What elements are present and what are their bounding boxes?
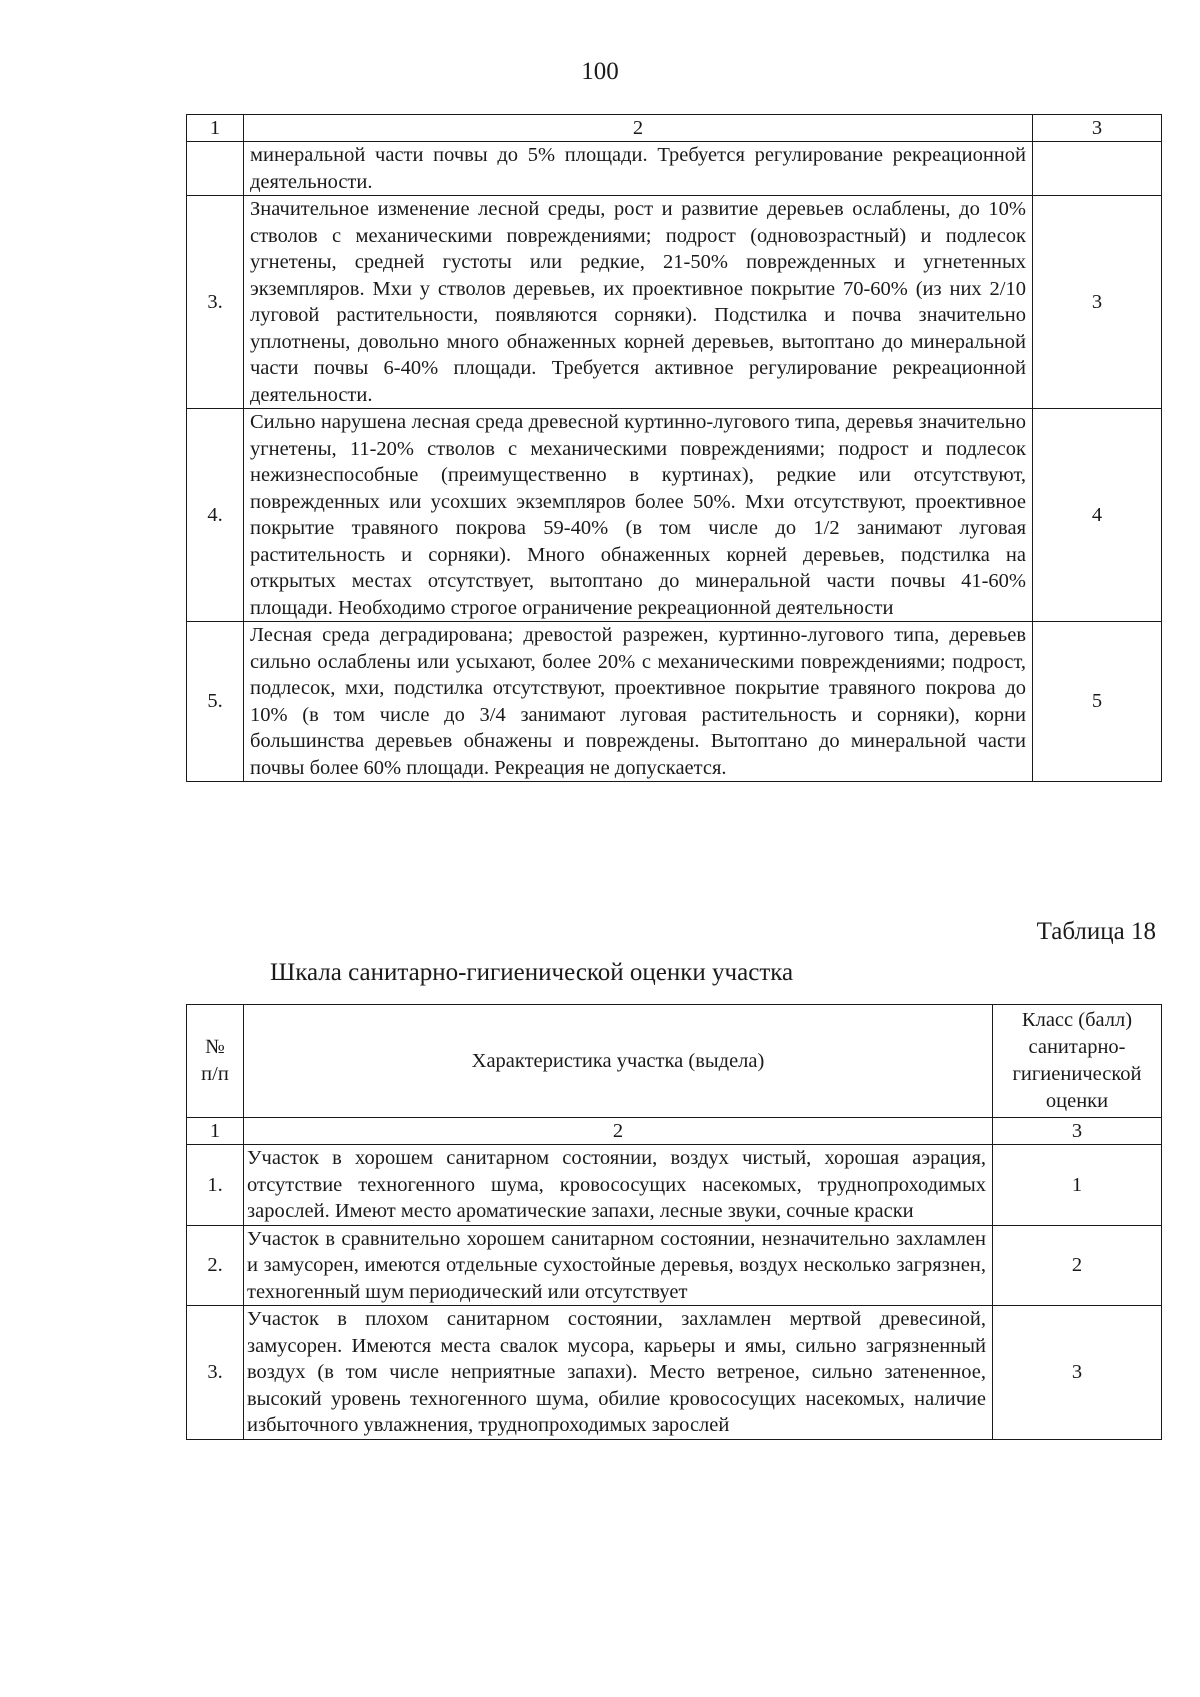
table2-col3-number: 3 xyxy=(993,1118,1162,1145)
table2-row-number: 3. xyxy=(187,1306,244,1440)
table-caption: Таблица 18 xyxy=(1036,918,1156,945)
table1-row-3 xyxy=(187,196,1162,409)
table1-row-score: 4 xyxy=(1033,409,1162,622)
table1-row-number: 3. xyxy=(187,196,244,409)
table2-row-number: 1. xyxy=(187,1145,244,1226)
table1-row-5 xyxy=(187,622,1162,782)
table1-row-score: 5 xyxy=(1033,622,1162,782)
table1-row-number: 4. xyxy=(187,409,244,622)
sanitary-hygienic-scale-table xyxy=(186,1004,1162,1440)
table1-col2-number: 2 xyxy=(244,115,1033,142)
table1-row-score: 3 xyxy=(1033,196,1162,409)
table2-row-description: Участок в сравнительно хорошем санитарном состоянии, незначительно захламлен и замусорен, имеются отдельные сухостойные деревья, воздух несколько загрязнен, техногенный шум периодический или отсутствует xyxy=(244,1225,993,1306)
table-title: Шкала санитарно-гигиенической оценки участка xyxy=(270,959,794,986)
table2-header-row xyxy=(187,1005,1162,1118)
table2-row-description: Участок в хорошем санитарном состоянии, воздух чистый, хорошая аэрация, отсутствие техногенного шума, кровососущих насекомых, труднопроходимых зарослей. Имеют место ароматические запахи, лесные звуки, сочные краски xyxy=(244,1145,993,1226)
table2-row-1 xyxy=(187,1145,1162,1226)
table1-row-description: минеральной части почвы до 5% площади. Требуется регулирование рекреационной деятельности. xyxy=(244,142,1033,196)
table2-row-score: 1 xyxy=(993,1145,1162,1226)
table2-column-number-row xyxy=(187,1118,1162,1145)
column-header-description: Характеристика участка (выдела) xyxy=(244,1005,993,1118)
table2-row-2 xyxy=(187,1225,1162,1306)
table1-row-4 xyxy=(187,409,1162,622)
table1-row-description: Значительное изменение лесной среды, рост и развитие деревьев ослаблены, до 10% стволов с механическими повреждениями; подрост (одновозрастный) и подлесок угнетены, средней густоты или редкие, 21-50% поврежденных и угнетенных экземпляров. Мхи у стволов деревьев, их проективное покрытие 70-60% (из них 2/10 луговой растительности, появляются сорняки). Подстилка и почва значительно уплотнены, довольно много обнаженных корней деревьев, вытоптано до минеральной части почвы 6-40% площади. Требуется активное регулирование рекреационной деятельности. xyxy=(244,196,1033,409)
table2-col1-number: 1 xyxy=(187,1118,244,1145)
table1-col1-number: 1 xyxy=(187,115,244,142)
page-number: 100 xyxy=(581,58,619,85)
table1-row-description: Сильно нарушена лесная среда древесной куртинно-лугового типа, деревья значительно угнетены, 11-20% стволов с механическими повреждениями; подрост и подлесок нежизнеспособные (преимущественно в куртинах), редкие или отсутствуют, поврежденных или усохших экземпляров более 50%. Мхи отсутствуют, проективное покрытие травяного покрова 59-40% (в том числе до 1/2 занимают луговая растительность и сорняки). Много обнаженных корней деревьев, подстилка на открытых местах отсутствует, вытоптано до минеральной части почвы 41-60% площади. Необходимо строгое ограничение рекреационной деятельности xyxy=(244,409,1033,622)
table1-column-number-row xyxy=(187,115,1162,142)
table1-row-number: 5. xyxy=(187,622,244,782)
table1-row-score xyxy=(1033,142,1162,196)
table2-row-score: 2 xyxy=(993,1225,1162,1306)
table2-row-score: 3 xyxy=(993,1306,1162,1440)
column-header-number: № п/п xyxy=(187,1005,244,1118)
table1-row-description: Лесная среда деградирована; древостой разрежен, куртинно-лугового типа, деревьев сильно ослаблены или усыхают, более 20% с механическими повреждениями; подрост, подлесок, мхи, подстилка отсутствуют, проективное покрытие травяного покрова до 10% (в том числе до 3/4 занимают луговая растительность и сорняки), корни большинства деревьев обнажены и повреждены. Вытоптано до минеральной части почвы более 60% площади. Рекреация не допускается. xyxy=(244,622,1033,782)
table1-row-continuation xyxy=(187,142,1162,196)
table2-row-3 xyxy=(187,1306,1162,1440)
recreation-digression-table xyxy=(186,114,1162,782)
table1-col3-number: 3 xyxy=(1033,115,1162,142)
table2-col2-number: 2 xyxy=(244,1118,993,1145)
table1-row-number xyxy=(187,142,244,196)
column-header-score: Класс (балл) санитарно-гигиенической оценки xyxy=(993,1005,1162,1118)
table2-row-number: 2. xyxy=(187,1225,244,1306)
table2-row-description: Участок в плохом санитарном состоянии, захламлен мертвой древесиной, замусорен. Имеются места свалок мусора, карьеры и ямы, сильно загрязненный воздух (в том числе неприятные запахи). Место ветреное, сильно затененное, высокий уровень техногенного шума, обилие кровососущих насекомых, наличие избыточного увлажнения, труднопроходимых зарослей xyxy=(244,1306,993,1440)
